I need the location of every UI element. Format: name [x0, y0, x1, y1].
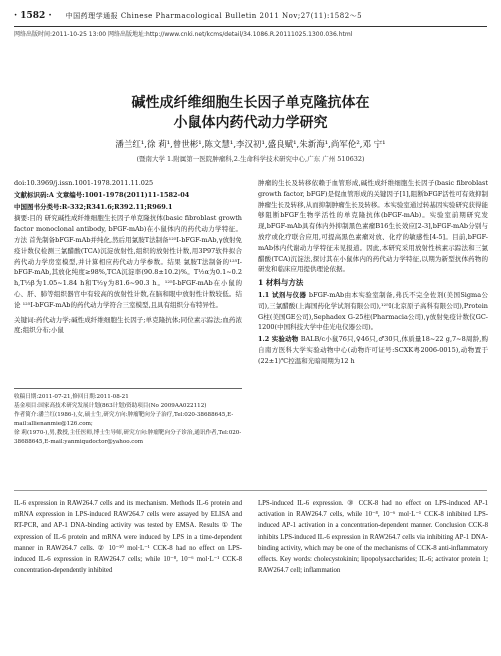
- english-text-right: LPS-induced IL-6 expression. ③ CCK-8 had no effect on LPS-induced AP-1 activation in RAW264.7 cells, while 10⁻⁸, 10⁻⁶ mol·L⁻¹ CCK-8 inhibited LPS-induced AP-1 activation in a concentration-dependent manner. Conclusion CCK-8 inhibits LPS-induced IL-6 expression in RAW264.7 cells via inhibiting AP-1 DNA-binding activity, which may be one of the mechanisms of CCK-8 anti-inflammatory effects. Key words: cholecystokinin; lipopolysaccharides; IL-6; activator protein 1; RAW264.7 cell; inflammation: [258, 500, 488, 575]
- running-header: [14, 6, 487, 27]
- abstract: 摘要:目的 研究碱性成纤维细胞生长因子单克隆抗体(basic fibroblast growth factor monoclonal antibody, bFGF-mAb)在小鼠体内的药代动力学特征。方法 首先制备bFGF-mAb并纯化,然后用氯胺T法制备¹²⁵I-bFGF-mAb,γ放射免疫计数仪检测三氯醋酸(TCA)沉淀放射性,组织的放射性计数,用3P97软件拟合药代动力学房室模型,并计算相应药代动力学参数。结果 氯胺T法制备的¹²⁵I-bFGF-mAb,其放化纯度≥98%,TCA沉淀率(90.8±10.2)%。T½α为0.1~0.2 h,T½β为1.05~1.84 h和T½γ为81.6~90.3 h。¹²⁵I-bFGF-mAb在小鼠的心、肝、肺等组织器官中有较高的放射性计数,在脑和眼中放射性计数较低。结论 ¹²⁵I-bFGF-mAb的药代动力学符合三室模型,且具有组织分布特异性。: [14, 214, 242, 309]
- funding: 基金项目:国家高技术研究发展计划(863计划)资助项目(No 2009AA022112): [14, 403, 207, 409]
- document-code: 文献标识码:A 文章编号:1001-1978(2011)11-1582-04: [14, 190, 190, 199]
- affiliation: (暨南大学 1.附属第一医院肿瘤科,2.生命科学技术研究中心,广东 广州 510632): [136, 155, 365, 163]
- author-bio-1: 作者简介:潘兰红(1986-),女,硕士生,研究方向:肿瘤靶向分子治疗,Tel:020-38688645,E-mail:allienanmie@126.com;: [14, 412, 234, 427]
- english-abstract-right: [258, 498, 488, 576]
- online-publication-info: 网络出版时间:2011-10-25 13:00 网络出版地址:http://www.cnki.net/kcms/detail/34.1086.R.20111025.1300.036.html: [14, 31, 353, 38]
- english-abstract-left: [14, 498, 242, 576]
- introduction: 肿瘤的生长及转移依赖于血管形成,碱性成纤维细胞生长因子(basic fibroblast growth factor, bFGF)是促血管形成的关键因子[1],阻断bFGF活性可有效抑制肿瘤生长及转移,从而抑制肿瘤生长及转移。本实验室通过转基因实验研究获得能够阻断bFGF生物学活性的单克隆抗体(bFGF-mAb)。实验室前期研究发现,bFGF-mAb具有体内外抑制黑色素瘤B16生长效应[2-3],bFGF-mAb分别与放疗或化疗联合应用,可提高黑色素瘤对放、化疗的敏感性[4-5]。目前,bFGF-mAb体内代谢动力学特征未见报道。因此,本研究采用放射性核素示踪法和三氯醋酸(TCA)沉淀法,探讨其在小鼠体内的药代动力学特征,以期为新型抗体药物的研发和临床应用提供理论依据。: [258, 179, 488, 274]
- author-list: 潘兰红¹,徐 莉¹,曾世彬¹,陈文慧¹,李汉初¹,盛良赋¹,朱新海¹,尚军伦²,邓 宁¹: [115, 140, 386, 150]
- page-number: · 1582 ·: [14, 11, 52, 21]
- reagents-text: bFGF-mAb由本实验室制备,弗氏不完全佐剂(美国Sigma公司),三氯醋酸(上海国药化学试剂有限公司),¹²⁵I(北京原子高科有限公司),Protein G柱(美国GE公司),Sephadex G-25柱(Pharmacia公司),γ放射免疫计数仪GC-1200(中国科技大学中佳光电仪器公司)。: [258, 290, 488, 332]
- section-separator: [14, 490, 487, 491]
- left-column: [14, 178, 242, 337]
- right-column: [258, 178, 488, 368]
- section-heading-reagents: 1.1 试剂与仪器: [258, 290, 307, 299]
- clc-number: 中国图书分类号:R-332;R341.6;R392.11;R969.1: [14, 202, 173, 211]
- footnote-rule: [14, 388, 242, 389]
- english-text-left: IL-6 expression in RAW264.7 cells and its mechanism. Methods IL-6 protein and mRNA expression in LPS-induced RAW264.7 cells were assayed by ELISA and RT-PCR, and AP-1 DNA-binding activity was tested by EMSA. Results ① The expression of IL-6 protein and mRNA were induced by LPS in a time-dependent manner in RAW264.7 cells. ② 10⁻¹⁰ mol·L⁻¹ CCK-8 had no effect on LPS-induced IL-6 expression in RAW264.7 cells; while 10⁻⁸, 10⁻⁶ mol·L⁻¹ CCK-8 concentration-dependently inhibited: [14, 500, 242, 575]
- footnotes: [14, 393, 242, 447]
- section-heading-methods: 1 材料与方法: [258, 278, 304, 288]
- author-bio-2: 徐 莉(1970-),男,教授,主任医师,博士生导师,研究方向:肿瘤靶向分子诊治,通讯作者,Tel:020-38688645,E-mail:yanmiqudoctor@yahoo.com: [14, 430, 242, 445]
- article-title-line1: 碱性成纤维细胞生长因子单克隆抗体在: [131, 95, 370, 111]
- doi: doi:10.3969/j.issn.1001-1978.2011.11.025: [14, 179, 154, 187]
- received-date: 收稿日期:2011-07-21,修回日期:2011-08-21: [14, 394, 129, 400]
- animals-text: BALB/c小鼠76只,♀46只,♂30只,体质量18~22 g,7~8周龄,购自南方医科大学实验动物中心(动物许可证号:SCXK粤2006-0015),动物置于(22±1)℃控温和光暗周期为12 h: [258, 335, 488, 365]
- section-heading-animals: 1.2 实验动物: [258, 335, 299, 344]
- journal-citation: 中国药理学通报 Chinese Pharmacological Bulletin 2011 Nov;27(11):1582～5: [65, 12, 363, 20]
- keywords: 关键词:药代动力学;碱性成纤维细胞生长因子;单克隆抗体;同位素示踪法;血药浓度;组织分布;小鼠: [14, 315, 242, 335]
- article-title-line2: 小鼠体内药代动力学研究: [173, 115, 328, 131]
